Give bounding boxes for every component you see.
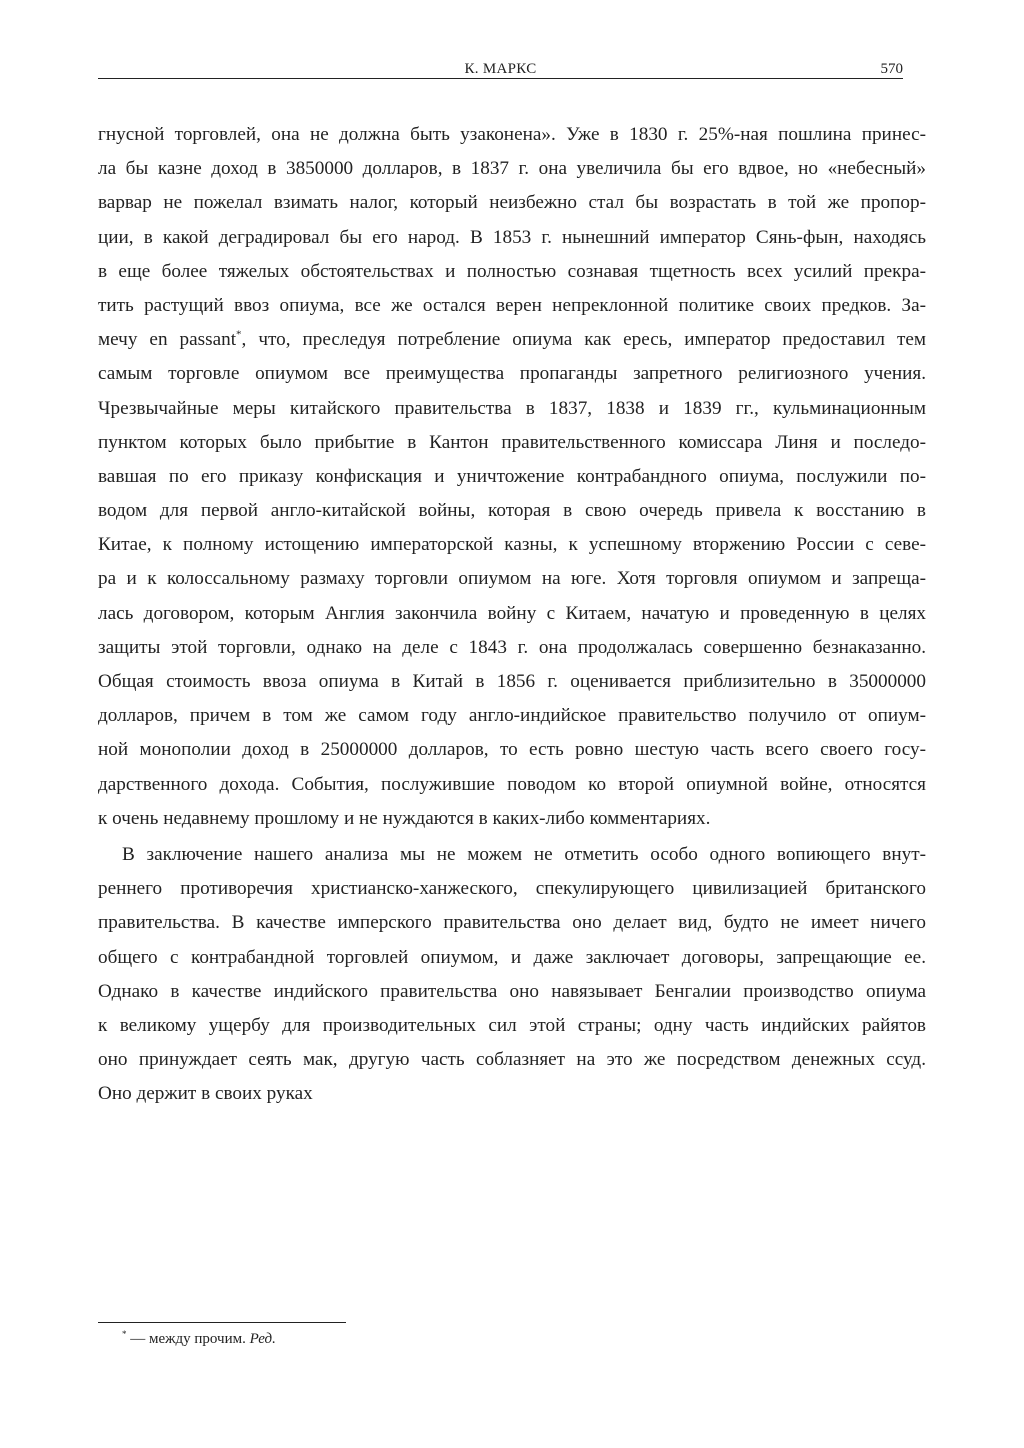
text-line: правительства. В качестве имперского правительства оно делает вид, будто не имеет ничего [98, 912, 926, 934]
text-line: оно принуждает сеять мак, другую часть соблазняет на это же посредством денежных ссуд. [98, 1049, 926, 1071]
main-text [98, 118, 926, 1111]
text-line-tail: , что, преследуя потребление опиума как ересь, император предоставил тем [241, 329, 926, 351]
footnote-reference-marker: * [236, 328, 242, 341]
footnote-separator [98, 1322, 346, 1323]
text-line: варвар не пожелал взимать налог, который неизбежно стал бы возрастать в той же пропор- [98, 192, 926, 214]
text-line: водом для первой англо-китайской войны, которая в свою очередь привела к восстанию в [98, 500, 926, 522]
text-line: лась договором, которым Англия закончила войну с Китаем, начатую и проведенную в целях [98, 602, 926, 624]
text-line: ла бы казне доход в 3850000 долларов, в 1837 г. она увеличила бы его вдвое, но «небесный» [98, 158, 926, 180]
text-line: ции, в какой деградировал бы его народ. В 1853 г. нынешний император Сянь-фын, находясь [98, 226, 926, 248]
text-line: тить растущий ввоз опиума, все же остался верен непреклонной политике своих предков. За- [98, 294, 926, 316]
text-line-head: мечу en passant [98, 329, 237, 351]
running-header [98, 60, 903, 79]
page-number: 570 [880, 61, 903, 77]
text-line: к очень недавнему прошлому и не нуждаются в каких-либо комментариях. [98, 807, 711, 829]
text-line: общего с контрабандной торговлей опиумом, и даже заключает договоры, запрещающие ее. [98, 946, 926, 968]
text-line: Однако в качестве индийского правительства оно навязывает Бенгалии производство опиума [98, 980, 926, 1002]
footnote-marker: * [122, 1329, 127, 1339]
text-line: к великому ущербу для производительных сил этой страны; одну часть индийских райятов [98, 1014, 926, 1036]
text-line: ной монополии доход в 25000000 долларов, то есть ровно шестую часть всего своего госу- [98, 739, 926, 761]
text-line: в еще более тяжелых обстоятельствах и полностью сознавая тщетность всех усилий прекра- [98, 260, 926, 282]
text-line: гнусной торговлей, она не должна быть узаконена». Уже в 1830 г. 25%-ная пошлина принес- [98, 124, 926, 145]
paragraph-1 [98, 118, 926, 836]
text-line: Оно держит в своих руках [98, 1083, 313, 1105]
footnote-text: — между прочим. [126, 1331, 250, 1347]
text-line: дарственного дохода. События, послужившие поводом ко второй опиумной войне, относятся [98, 773, 926, 795]
footnote [122, 1328, 276, 1350]
text-line: самым торговле опиумом все преимущества пропаганды запретного религиозного учения. [98, 363, 926, 385]
text-line: защиты этой торговли, однако на деле с 1843 г. она продолжалась совершенно безнаказанно. [98, 636, 926, 658]
text-line: Китае, к полному истощению императорской казны, к успешному вторжению России с севе- [98, 534, 926, 556]
text-line: ра и к колоссальному размаху торговли опиумом на юге. Хотя торговля опиумом и запреща- [98, 568, 926, 590]
text-line: В заключение нашего анализа мы не можем не отметить особо одного вопиющего внут- [122, 843, 926, 865]
text-line: Чрезвычайные меры китайского правительства в 1837, 1838 и 1839 гг., кульминационным [98, 397, 926, 419]
footnote-editor-note: Ред. [249, 1331, 276, 1347]
text-line: долларов, причем в том же самом году англо-индийское правительство получило от опиум- [98, 705, 926, 727]
text-line: вавшая по его приказу конфискация и уничтожение контрабандного опиума, послужили по- [98, 465, 926, 487]
text-line: пунктом которых было прибытие в Кантон правительственного комиссара Линя и последо- [98, 431, 926, 453]
text-line [98, 323, 926, 357]
text-line: реннего противоречия христианско-ханжеского, спекулирующего цивилизацией британского [98, 878, 926, 900]
text-line: Общая стоимость ввоза опиума в Китай в 1856 г. оценивается приблизительно в 35000000 [98, 671, 926, 692]
paragraph-2 [98, 838, 926, 1112]
running-header-title: К. МАРКС [464, 61, 537, 77]
